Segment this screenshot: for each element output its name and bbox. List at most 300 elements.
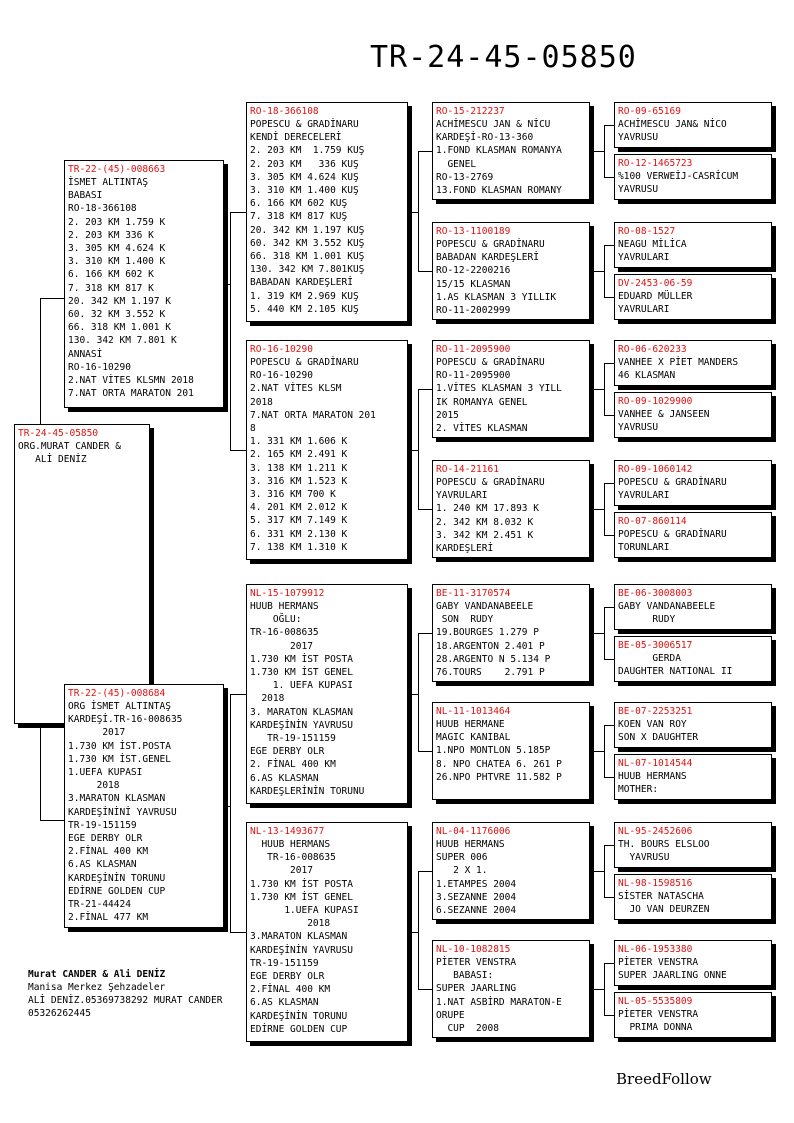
card-line: 6.AS KLASMAN	[68, 859, 137, 871]
card-line: 2.FİNAL 400 KM	[68, 846, 149, 858]
gen4-card	[614, 340, 772, 386]
card-line: 60. 342 KM 3.552 KUŞ	[250, 237, 365, 249]
gen4-card	[614, 102, 772, 148]
card-line: 2015	[436, 409, 459, 421]
connector-line	[418, 633, 419, 752]
connector-line	[230, 212, 231, 451]
gen4-card	[614, 392, 772, 438]
card-line: YAVRULARI	[618, 252, 670, 264]
card-line: ORG İSMET ALTINTAŞ	[68, 701, 171, 712]
ring-number: RO-14-21161	[436, 464, 499, 475]
ring-number: NL-10-1082815	[436, 944, 511, 955]
ring-number: NL-15-1079912	[250, 588, 325, 599]
connector-line	[590, 989, 604, 990]
connector-line	[604, 125, 614, 126]
connector-line	[604, 483, 605, 536]
connector-line	[418, 751, 432, 752]
grandparent-card	[246, 102, 408, 322]
card-line: 3.MARATON KLASMAN	[68, 793, 166, 805]
card-line: 28.ARGENTO N 5.134 P	[436, 653, 551, 665]
connector-line	[418, 871, 432, 872]
great-grandparent-card	[432, 460, 590, 558]
card-line: BABADAN KARDEŞLERİ	[436, 252, 539, 264]
card-line: 3. 310 KM 1.400 K	[68, 256, 166, 268]
connector-line	[224, 806, 230, 807]
connector-line	[604, 297, 614, 298]
card-line: 1.FOND KLASMAN ROMANYA	[436, 145, 562, 157]
card-line: 7. 318 KM 817 K	[68, 282, 154, 294]
card-line: 15/15 KLASMAN	[436, 278, 511, 290]
card-line: 1.730 KM İST.POSTA	[68, 740, 171, 752]
card-line: 1.AS KLASMAN 3 YILLIK	[436, 291, 557, 303]
connector-line	[604, 363, 614, 364]
card-line: 2. 203 KM 1.759 KUŞ	[250, 145, 365, 157]
ring-number: RO-13-1100189	[436, 226, 511, 237]
connector-line	[604, 245, 614, 246]
card-line: RO-16-10290	[68, 361, 131, 373]
card-line: KARDEŞİNİN YAVRUSU	[250, 719, 353, 731]
card-line: 1.730 KM İST GENEL	[250, 667, 353, 679]
card-line: KOEN VAN ROY	[618, 719, 687, 730]
connector-line	[418, 151, 432, 152]
ring-number: NL-07-1014544	[618, 758, 693, 769]
card-line: EDUARD MÜLLER	[618, 291, 693, 302]
card-line: RO-13-2769	[436, 171, 494, 183]
connector-line	[418, 151, 419, 272]
card-line: 66. 318 KM 1.001 K	[68, 322, 171, 334]
ring-number: TR-22-(45)-008663	[68, 164, 166, 175]
card-line: 5. 440 KM 2.105 KUŞ	[250, 303, 359, 315]
connector-line	[604, 177, 614, 178]
connector-line	[590, 871, 604, 872]
card-line: 1. 331 KM 1.606 K	[250, 436, 348, 448]
ring-number: RO-16-10290	[250, 344, 313, 355]
card-line: YAVRULARI	[618, 304, 670, 316]
connector-line	[604, 125, 605, 178]
connector-line	[408, 694, 418, 695]
card-line: HUUB HERMANE	[436, 719, 505, 730]
card-line: İSMET ALTINTAŞ	[68, 177, 149, 188]
grandparent-card	[246, 340, 408, 560]
ring-number: RO-12-1465723	[618, 158, 693, 169]
connector-line	[590, 389, 604, 390]
connector-line	[408, 212, 418, 213]
gen4-card	[614, 874, 772, 920]
connector-line	[590, 271, 604, 272]
card-line: 1.730 KM İST.GENEL	[68, 753, 171, 765]
card-line: ORG.MURAT CANDER &	[18, 441, 121, 452]
card-line: YAVRUSU	[618, 852, 670, 864]
ring-number: RO-06-620233	[618, 344, 687, 355]
card-line: RUDY	[618, 614, 676, 626]
card-line: VANHEE X PİET MANDERS	[618, 357, 739, 368]
card-line: 2. 165 KM 2.491 K	[250, 449, 348, 461]
card-line: SİSTER NATASCHA	[618, 891, 704, 902]
card-line: TORUNLARI	[618, 542, 670, 554]
ring-number: NL-04-1176006	[436, 826, 511, 837]
card-line: 1. UEFA KUPASI	[250, 680, 353, 692]
card-line: SUPER JAARLING	[436, 983, 517, 995]
card-line: GENEL	[436, 158, 477, 170]
connector-line	[604, 725, 605, 778]
card-line: 3. 316 KM 700 K	[250, 489, 336, 501]
owner-name: Murat CANDER & Ali DENİZ	[28, 969, 166, 980]
card-line: YAVRUSU	[618, 422, 659, 434]
card-line: 2. VİTES KLASMAN	[436, 423, 528, 435]
card-line: 6. 331 KM 2.130 K	[250, 528, 348, 540]
card-line: KARDEŞİNİN TORUNU	[68, 872, 166, 884]
ring-number: RO-18-366108	[250, 106, 319, 117]
card-line: YAVRULARI	[436, 490, 488, 502]
card-line: 7.NAT ORTA MARATON 201	[68, 388, 194, 400]
connector-line	[40, 298, 64, 299]
ring-number: RO-08-1527	[618, 226, 676, 237]
sire-card	[64, 160, 224, 408]
ring-number: NL-98-1598516	[618, 878, 693, 889]
connector-line	[604, 607, 614, 608]
card-line: 2. 203 KM 1.759 K	[68, 216, 166, 228]
card-line: DAUGHTER NATIONAL II	[618, 666, 733, 678]
connector-line	[604, 1015, 614, 1016]
card-line: 3. 342 KM 2.451 K	[436, 529, 534, 541]
great-grandparent-card	[432, 584, 590, 682]
card-line: 3. 138 KM 1.211 K	[250, 462, 348, 474]
card-line: YAVRUSU	[618, 184, 659, 196]
connector-line	[418, 633, 432, 634]
card-line: 3. 310 KM 1.400 KUŞ	[250, 185, 359, 197]
card-line: YAVRULARI	[618, 490, 670, 502]
card-line: 26.NPO PHTVRE 11.582 P	[436, 771, 562, 783]
ring-number: NL-13-1493677	[250, 826, 325, 837]
card-line: 60. 32 KM 3.552 K	[68, 309, 166, 321]
card-line: 8. NPO CHATEA 6. 261 P	[436, 758, 562, 770]
ring-number: NL-95-2452606	[618, 826, 693, 837]
card-line: 2.NAT VİTES KLSM	[250, 383, 342, 395]
card-line: ACHİMESCU JAN & NİCU	[436, 119, 551, 130]
card-line: TH. BOURS ELSLOO	[618, 839, 710, 850]
card-line: POPESCU & GRADİNARU	[436, 477, 545, 488]
card-line: 1.NPO MONTLON 5.185P	[436, 745, 551, 757]
ring-number: RO-09-65169	[618, 106, 681, 117]
connector-line	[418, 389, 419, 510]
card-line: POPESCU & GRADİNARU	[250, 119, 359, 130]
gen4-card	[614, 274, 772, 320]
great-grandparent-card	[432, 222, 590, 320]
card-line: ORUPE	[436, 1009, 465, 1021]
connector-line	[230, 450, 246, 451]
connector-line	[604, 963, 605, 1016]
card-line: ALİ DENİZ	[18, 454, 87, 466]
ring-number: TR-22-(45)-008684	[68, 688, 166, 699]
card-line: 2. 203 KM 336 K	[68, 229, 154, 241]
gen4-card	[614, 940, 772, 986]
connector-line	[230, 694, 231, 933]
card-line: PİETER VENSTRA	[618, 957, 699, 968]
card-line: MAGIC KANIBAL	[436, 732, 511, 744]
connector-line	[40, 724, 41, 820]
card-line: 1.UEFA KUPASI	[68, 767, 143, 779]
great-grandparent-card	[432, 940, 590, 1038]
connector-line	[604, 777, 614, 778]
card-line: SUPER 006	[436, 852, 488, 864]
card-line: 6. 166 KM 602 K	[68, 269, 154, 281]
connector-line	[418, 271, 432, 272]
card-line: 2.FİNAL 477 KM	[68, 912, 149, 924]
card-line: IK ROMANYA GENEL	[436, 396, 528, 408]
card-line: 2017	[250, 640, 313, 652]
dam-card	[64, 684, 224, 928]
card-line: 130. 342 KM 7.801KUŞ	[250, 264, 365, 276]
card-line: POPESCU & GRADİNARU	[436, 239, 545, 250]
connector-line	[590, 151, 604, 152]
card-line: 2018	[250, 396, 273, 408]
card-line: SUPER JAARLING ONNE	[618, 970, 727, 982]
connector-line	[230, 212, 246, 213]
card-line: YAVRUSU	[618, 132, 659, 144]
card-line: EDİRNE GOLDEN CUP	[68, 885, 166, 897]
gen4-card	[614, 512, 772, 558]
card-line: TR-19-151159	[250, 957, 319, 969]
gen4-card	[614, 584, 772, 630]
card-line: 13.FOND KLASMAN ROMANY	[436, 185, 562, 197]
card-line: 1.730 KM İST POSTA	[250, 653, 353, 665]
ring-number: RO-09-1029900	[618, 396, 693, 407]
subject-card	[14, 424, 150, 724]
card-line: KARDEŞİNİN TORUNU	[250, 1010, 348, 1022]
card-line: 5. 317 KM 7.149 K	[250, 515, 348, 527]
card-line: 6.AS KLASMAN	[250, 772, 319, 784]
connector-line	[40, 820, 64, 821]
card-line: BABASI	[68, 190, 103, 202]
gen4-card	[614, 992, 772, 1038]
card-line: HUUB HERMANS	[618, 771, 687, 782]
gen4-card	[614, 222, 772, 268]
owner-phones: ALİ DENİZ.05369738292 MURAT CANDER 05326262445	[28, 995, 223, 1019]
card-line: GERDA	[618, 653, 681, 664]
connector-line	[418, 509, 432, 510]
ring-number: BE-05-3006517	[618, 640, 693, 651]
card-line: 2018	[250, 693, 285, 705]
connector-line	[604, 845, 605, 898]
card-line: 18.ARGENTON 2.401 P	[436, 640, 545, 652]
card-line: 1.730 KM İST GENEL	[250, 891, 353, 903]
card-line: 2. 342 KM 8.032 K	[436, 516, 534, 528]
connector-line	[418, 389, 432, 390]
ring-number: RO-09-1060142	[618, 464, 693, 475]
card-line: JO VAN DEURZEN	[618, 904, 710, 916]
ring-number: NL-06-1953380	[618, 944, 693, 955]
card-line: PRIMA DONNA	[618, 1022, 693, 1034]
card-line: KARDEŞİNİNİ YAVRUSU	[68, 806, 177, 818]
card-line: 3.SEZANNE 2004	[436, 891, 517, 903]
card-line: ACHİMESCU JAN& NİCO	[618, 119, 727, 130]
card-line: SON X DAUGHTER	[618, 732, 699, 744]
connector-line	[590, 751, 604, 752]
ring-number: RO-11-2095900	[436, 344, 511, 355]
connector-line	[604, 535, 614, 536]
connector-line	[604, 245, 605, 298]
card-line: BABASI:	[436, 970, 494, 982]
card-line: 1.UEFA KUPASI	[250, 905, 359, 917]
ring-number: NL-05-5535809	[618, 996, 693, 1007]
connector-line	[604, 363, 605, 416]
connector-line	[224, 284, 230, 285]
gen4-card	[614, 460, 772, 506]
grandparent-card	[246, 584, 408, 804]
card-line: 2.FİNAL 400 KM	[250, 984, 331, 996]
ring-number: BE-11-3170574	[436, 588, 511, 599]
great-grandparent-card	[432, 340, 590, 438]
card-line: 7. 318 KM 817 KUŞ	[250, 211, 348, 223]
card-line: TR-19-151159	[250, 733, 336, 745]
card-line: 6. 166 KM 602 KUŞ	[250, 198, 348, 210]
card-line: KARDEŞİ-RO-13-360	[436, 132, 534, 144]
card-line: TR-21-44424	[68, 899, 131, 911]
card-line: 2. 203 KM 336 KUŞ	[250, 158, 359, 170]
card-line: 46 KLASMAN	[618, 370, 676, 382]
brand-logo: BreedFollow	[616, 1070, 712, 1088]
ring-number: RO-15-212237	[436, 106, 505, 117]
card-line: 76.TOURS 2.791 P	[436, 667, 545, 679]
card-line: 6.SEZANNE 2004	[436, 905, 517, 917]
card-line: NEAGU MİLİCA	[618, 239, 687, 250]
ring-number: TR-24-45-05850	[18, 428, 99, 439]
card-line: POPESCU & GRADİNARU	[436, 357, 545, 368]
card-line: 1.VİTES KLASMAN 3 YILL	[436, 383, 562, 395]
connector-line	[590, 509, 604, 510]
card-line: 20. 342 KM 1.197 K	[68, 295, 171, 307]
card-line: 66. 318 KM 1.001 KUŞ	[250, 251, 365, 263]
card-line: 8	[250, 423, 256, 435]
card-line: TR-19-151159	[68, 819, 137, 831]
card-line: 2018	[250, 918, 331, 930]
card-line: CUP 2008	[436, 1023, 499, 1035]
card-line: 1.ETAMPES 2004	[436, 878, 517, 890]
card-line: 3. 316 KM 1.523 K	[250, 475, 348, 487]
card-line: EDİRNE GOLDEN CUP	[250, 1023, 348, 1035]
card-line: 130. 342 KM 7.801 K	[68, 335, 177, 347]
card-line: RO-11-2002999	[436, 305, 511, 317]
card-line: 4. 201 KM 2.012 K	[250, 502, 348, 514]
card-line: HUUB HERMANS	[436, 839, 505, 850]
card-line: SON RUDY	[436, 614, 494, 626]
connector-line	[230, 932, 246, 933]
card-line: PİETER VENSTRA	[436, 957, 517, 968]
great-grandparent-card	[432, 102, 590, 200]
card-line: GABY VANDANABEELE	[436, 601, 534, 612]
card-line: KENDİ DERECELERİ	[250, 132, 342, 144]
card-line: HUUB HERMANS	[250, 601, 319, 612]
card-line: RO-12-2200216	[436, 265, 511, 277]
card-line: ANNASİ	[68, 348, 103, 360]
card-line: TR-16-008635	[250, 852, 336, 864]
card-line: EGE DERBY OLR	[68, 833, 143, 845]
grandparent-card	[246, 822, 408, 1042]
connector-line	[604, 483, 614, 484]
card-line: BABADAN KARDEŞLERİ	[250, 277, 353, 289]
connector-line	[604, 845, 614, 846]
card-line: 7. 138 KM 1.310 K	[250, 541, 348, 553]
card-line: KARDEŞİNİN YAVRUSU	[250, 944, 353, 956]
connector-line	[604, 607, 605, 660]
connector-line	[604, 897, 614, 898]
card-line: POPESCU & GRADİNARU	[618, 529, 727, 540]
card-line: 3. 305 KM 4.624 K	[68, 243, 166, 255]
connector-line	[590, 633, 604, 634]
card-line: GABY VANDANABEELE	[618, 601, 716, 612]
card-line: EGE DERBY OLR	[250, 971, 325, 983]
ring-number: DV-2453-06-59	[618, 278, 693, 289]
card-line: 1. 240 KM 17.893 K	[436, 503, 539, 515]
card-line: 20. 342 KM 1.197 KUŞ	[250, 224, 365, 236]
card-line: 19.BOURGES 1.279 P	[436, 627, 539, 639]
great-grandparent-card	[432, 822, 590, 920]
card-line: 2018	[68, 780, 120, 792]
card-line: 7.NAT ORTA MARATON 201	[250, 409, 376, 421]
card-line: 2017	[250, 865, 313, 877]
card-line: 2017	[68, 727, 126, 739]
card-line: RO-18-366108	[68, 203, 137, 215]
card-line: %100 VERWEİJ-CASRİCUM	[618, 171, 739, 182]
card-line: 6.AS KLASMAN	[250, 997, 319, 1009]
gen4-card	[614, 636, 772, 682]
card-line: POPESCU & GRADİNARU	[618, 477, 727, 488]
card-line: HUUB HERMANS	[250, 839, 331, 850]
great-grandparent-card	[432, 702, 590, 800]
card-line: 3. MARATON KLASMAN	[250, 706, 353, 718]
connector-line	[418, 871, 419, 990]
gen4-card	[614, 154, 772, 200]
card-line: KARDEŞLERİNİN TORUNU	[250, 785, 365, 797]
owner-info	[28, 968, 238, 1020]
card-line: OĞLU:	[250, 614, 302, 626]
card-line: KARDEŞİ.TR-16-008635	[68, 714, 183, 726]
card-line: VANHEE & JANSEEN	[618, 409, 710, 420]
card-line: 2.NAT VİTES KLSMN 2018	[68, 375, 194, 387]
connector-line	[604, 415, 614, 416]
ring-number: BE-07-2253251	[618, 706, 693, 717]
card-line: EGE DERBY OLR	[250, 746, 325, 758]
card-line: PİETER VENSTRA	[618, 1009, 699, 1020]
connector-line	[604, 963, 614, 964]
connector-line	[40, 298, 41, 424]
connector-line	[408, 450, 418, 451]
card-line: KARDEŞLERİ	[436, 543, 494, 555]
card-line: 1. 319 KM 2.969 KUŞ	[250, 290, 359, 302]
connector-line	[604, 725, 614, 726]
gen4-card	[614, 754, 772, 800]
card-line: 2 X 1.	[436, 865, 488, 877]
card-line: RO-11-2095900	[436, 370, 511, 382]
card-line: RO-16-10290	[250, 370, 313, 382]
pedigree-title: TR-24-45-05850	[370, 40, 637, 75]
ring-number: RO-07-860114	[618, 516, 687, 527]
gen4-card	[614, 822, 772, 868]
ring-number: BE-06-3008003	[618, 588, 693, 599]
connector-line	[604, 659, 614, 660]
card-line: 1.NAT ASBİRD MARATON-E	[436, 996, 562, 1008]
card-line: TR-16-008635	[250, 627, 319, 639]
connector-line	[418, 989, 432, 990]
connector-line	[230, 694, 246, 695]
card-line: 2. FİNAL 400 KM	[250, 759, 336, 771]
connector-line	[408, 932, 418, 933]
card-line: 1.730 KM İST POSTA	[250, 878, 353, 890]
card-line: MOTHER:	[618, 784, 659, 796]
card-line: 3.MARATON KLASMAN	[250, 931, 348, 943]
card-line: 3. 305 KM 4.624 KUŞ	[250, 171, 359, 183]
card-line: POPESCU & GRADİNARU	[250, 357, 359, 368]
